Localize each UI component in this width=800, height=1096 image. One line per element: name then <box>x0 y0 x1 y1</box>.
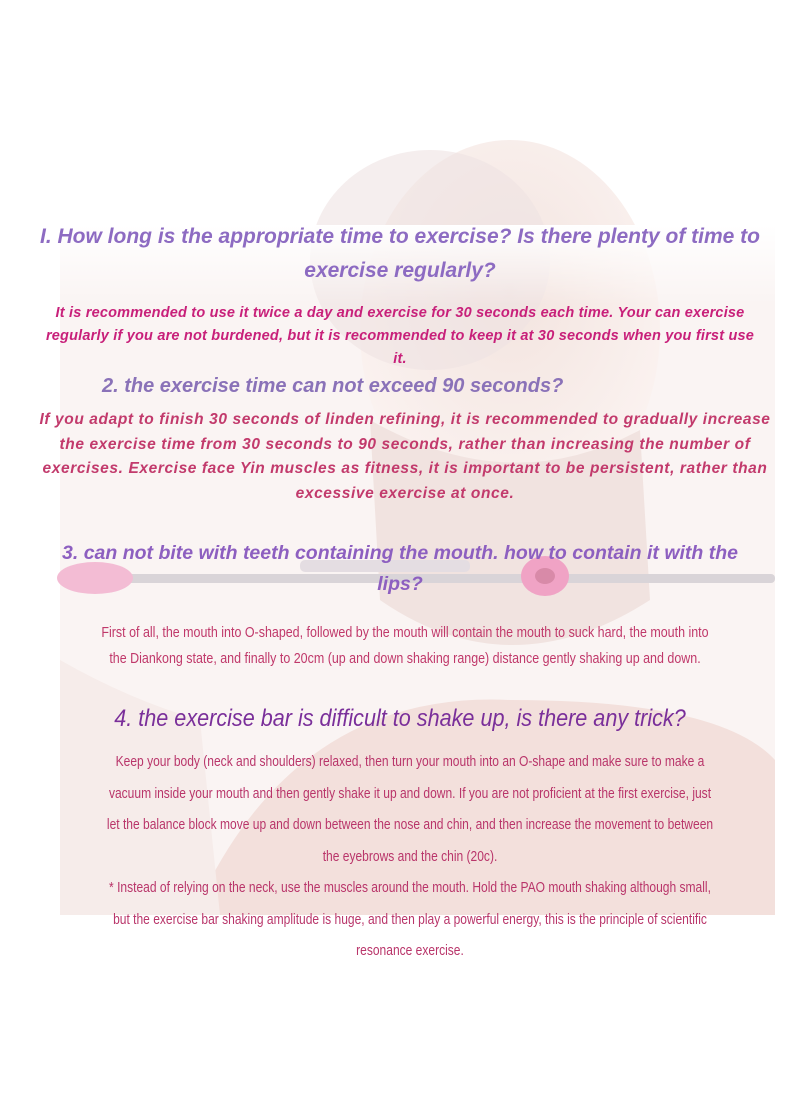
answer-2: If you adapt to finish 30 seconds of linden refining, it is recommended to gradually increase the exercise time from 30 seconds to 90 seconds, rather than increasing the number of exercises. Exercise face Yin muscles as fitness, it is important to be persistent, rather than excessive exercise at once. <box>39 411 771 502</box>
answer-1: It is recommended to use it twice a day and exercise for 30 seconds each time. Your can exercise regularly if you are not burdened, but it is recommended to keep it at 30 seconds when you first use it. <box>45 305 755 367</box>
answer-3: First of all, the mouth into O-shaped, followed by the mouth will contain the mouth to suck hard, the mouth into the Diankong state, and finally to 20cm (up and down shaking range) distance gently shaking up and down. <box>101 625 709 667</box>
question-2: 2. the exercise time can not exceed 90 seconds? <box>102 375 564 397</box>
question-1: I. How long is the appropriate time to exercise? Is there plenty of time to exercise regularly? <box>40 225 760 282</box>
answer-4-block <box>103 747 717 968</box>
question-3: 3. can not bite with teeth containing the mouth. how to contain it with the lips? <box>62 542 738 595</box>
question-4: 4. the exercise bar is difficult to shake up, is there any trick? <box>114 705 686 732</box>
answer-4-note: * Instead of relying on the neck, use the muscles around the mouth. Hold the PAO mouth shaking although small, but the exercise bar shaking amplitude is huge, and then play a powerful energy, this is the principle of scientific resonance exercise. <box>109 880 711 959</box>
answer-4: Keep your body (neck and shoulders) relaxed, then turn your mouth into an O-shape and make sure to make a vacuum inside your mouth and then gently shake it up and down. If you are not proficient at the first exercise, just let the balance block move up and down between the nose and chin, and then increase the movement to between the eyebrows and the chin (20c). <box>106 754 714 865</box>
